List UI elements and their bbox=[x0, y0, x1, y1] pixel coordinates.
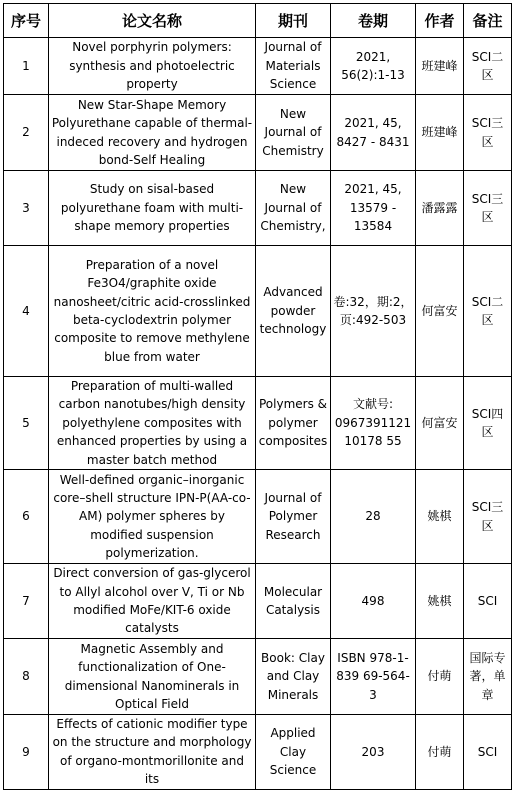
row-title: Well-defined organic–inorganic core–shell structure IPN-P(AA-co-AM) polymer spheres by modified suspension polymerization. bbox=[49, 470, 256, 564]
row-journal: Polymers & polymer composites bbox=[256, 377, 331, 470]
header-volume-label: 卷期 bbox=[357, 11, 388, 30]
table-row bbox=[4, 377, 512, 470]
publications-table bbox=[3, 3, 512, 790]
row-volume: 28 bbox=[331, 470, 416, 564]
row-volume: 文献号: 096739112110178 55 bbox=[331, 377, 416, 470]
header-volume bbox=[331, 4, 416, 38]
row-author: 班建峰 bbox=[416, 95, 464, 171]
header-title bbox=[49, 4, 256, 38]
table-row bbox=[4, 715, 512, 790]
row-index: 6 bbox=[4, 470, 49, 564]
row-note: SCI四区 bbox=[464, 377, 512, 470]
row-index: 8 bbox=[4, 639, 49, 715]
row-index: 2 bbox=[4, 95, 49, 171]
row-title: Novel porphyrin polymers: synthesis and photoelectric property bbox=[49, 38, 256, 95]
row-title: New Star-Shape Memory Polyurethane capable of thermal-indeced recovery and hydrogen bond-Self Healing bbox=[49, 95, 256, 171]
row-note: SCI三区 bbox=[464, 171, 512, 246]
row-journal: Advanced powder technology bbox=[256, 246, 331, 377]
row-author: 何富安 bbox=[416, 246, 464, 377]
row-note: SCI三区 bbox=[464, 470, 512, 564]
row-author: 潘露露 bbox=[416, 171, 464, 246]
row-volume: ISBN 978-1-839 69-564-3 bbox=[331, 639, 416, 715]
table-row bbox=[4, 95, 512, 171]
row-index: 7 bbox=[4, 564, 49, 639]
row-author: 付萌 bbox=[416, 639, 464, 715]
table-row bbox=[4, 38, 512, 95]
row-journal: Journal of Polymer Research bbox=[256, 470, 331, 564]
row-note: SCI bbox=[464, 564, 512, 639]
row-title: Study on sisal-based polyurethane foam with multi-shape memory properties bbox=[49, 171, 256, 246]
row-note: SCI三区 bbox=[464, 95, 512, 171]
row-title: Direct conversion of gas-glycerol to Allyl alcohol over V, Ti or Nb modified MoFe/KIT-6 oxide catalysts bbox=[49, 564, 256, 639]
row-index: 9 bbox=[4, 715, 49, 790]
row-index: 4 bbox=[4, 246, 49, 377]
row-title: Magnetic Assembly and functionalization of One-dimensional Nanominerals in Optical Field bbox=[49, 639, 256, 715]
row-index: 5 bbox=[4, 377, 49, 470]
row-journal: Journal of Materials Science bbox=[256, 38, 331, 95]
header-index bbox=[4, 4, 49, 38]
row-title: Preparation of a novel Fe3O4/graphite oxide nanosheet/citric acid-crosslinked beta-cyclodextrin polymer composite to remove methylene blue from water bbox=[49, 246, 256, 377]
row-title: Preparation of multi-walled carbon nanotubes/high density polyethylene composites with enhanced properties by using a master batch method bbox=[49, 377, 256, 470]
row-volume: 2021, 45, 8427 - 8431 bbox=[331, 95, 416, 171]
table-row bbox=[4, 564, 512, 639]
row-journal: Applied Clay Science bbox=[256, 715, 331, 790]
header-author bbox=[416, 4, 464, 38]
row-volume: 2021, 56(2):1-13 bbox=[331, 38, 416, 95]
table-row bbox=[4, 470, 512, 564]
row-journal: Book: Clay and Clay Minerals bbox=[256, 639, 331, 715]
row-author: 付萌 bbox=[416, 715, 464, 790]
header-journal-label: 期刊 bbox=[277, 11, 308, 30]
row-index: 3 bbox=[4, 171, 49, 246]
header-note bbox=[464, 4, 512, 38]
row-author: 姚棋 bbox=[416, 470, 464, 564]
row-journal: Molecular Catalysis bbox=[256, 564, 331, 639]
header-row bbox=[4, 4, 512, 38]
row-author: 班建峰 bbox=[416, 38, 464, 95]
row-volume: 498 bbox=[331, 564, 416, 639]
row-note: 国际专著，单章 bbox=[464, 639, 512, 715]
row-volume: 2021, 45, 13579 - 13584 bbox=[331, 171, 416, 246]
header-title-label: 论文名称 bbox=[121, 11, 182, 30]
header-journal bbox=[256, 4, 331, 38]
row-author: 姚棋 bbox=[416, 564, 464, 639]
table-row bbox=[4, 171, 512, 246]
row-note: SCI bbox=[464, 715, 512, 790]
row-author: 何富安 bbox=[416, 377, 464, 470]
row-volume: 卷:32，期:2，页:492-503 bbox=[331, 246, 416, 377]
row-note: SCI二区 bbox=[464, 38, 512, 95]
row-volume: 203 bbox=[331, 715, 416, 790]
row-note: SCI二区 bbox=[464, 246, 512, 377]
table-row bbox=[4, 246, 512, 377]
header-note-label: 备注 bbox=[472, 11, 503, 30]
row-journal: New Journal of Chemistry, bbox=[256, 171, 331, 246]
row-title: Effects of cationic modifier type on the structure and morphology of organo-montmorillonite and its bbox=[49, 715, 256, 790]
header-author-label: 作者 bbox=[424, 11, 455, 30]
header-index-label: 序号 bbox=[10, 11, 41, 30]
row-index: 1 bbox=[4, 38, 49, 95]
table-row bbox=[4, 639, 512, 715]
row-journal: New Journal of Chemistry bbox=[256, 95, 331, 171]
